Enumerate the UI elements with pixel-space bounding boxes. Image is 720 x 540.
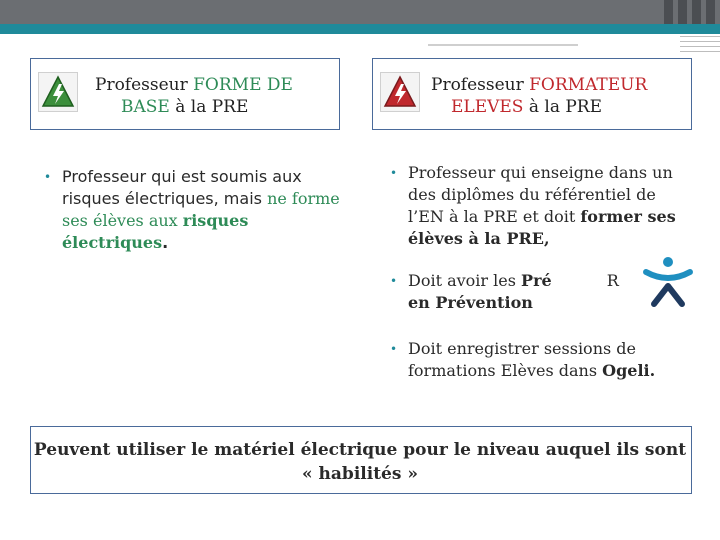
warning-triangle-red-icon [380, 72, 420, 112]
right-bullet-3 [390, 338, 693, 382]
top-bar-segment [678, 0, 687, 24]
left-bullet-accent-2: risques électriques [62, 211, 249, 252]
left-header-rest: à la PRE [169, 97, 249, 117]
right-bullet-2-bold-1: Pré [521, 271, 552, 290]
bullet-dot-icon: • [390, 166, 398, 180]
left-header-prefix: Professeur [95, 75, 194, 95]
right-bullet-3-bold: Ogeli. [602, 361, 656, 380]
right-header-accent: FORMATEUR [529, 75, 648, 95]
right-header-accent-2: ELEVES [451, 97, 524, 117]
pictogram-person-icon [640, 254, 696, 310]
right-bullet-1-bold: former ses élèves à la PRE, [408, 207, 676, 248]
footer-text: Peuvent utiliser le matériel électrique pour le niveau auquel ils sont « habilités » [33, 440, 687, 484]
left-bullet [44, 166, 340, 254]
left-bullet-end: . [162, 233, 169, 252]
left-header-title [95, 74, 335, 118]
left-header-accent: FORME DE [193, 75, 293, 95]
right-bullet-3-text: Doit enregistrer sessions de formations Elèves dans [408, 339, 636, 380]
warning-triangle-green-icon [38, 72, 78, 112]
teal-band [0, 24, 720, 34]
left-bullet-text: Professeur qui est soumis aux risques électriques, mais [62, 167, 302, 208]
bullet-dot-icon: • [390, 274, 398, 288]
left-bullet-accent-1: ne forme ses élèves aux [62, 189, 340, 230]
bullet-dot-icon: • [390, 342, 398, 356]
corner-lines [680, 34, 720, 54]
left-header-accent-2: BASE [121, 97, 170, 117]
top-bar-segment [664, 0, 673, 24]
top-bar [0, 0, 720, 24]
top-bar-segment [692, 0, 701, 24]
right-bullet-1-text: Professeur qui enseigne dans un des diplômes du référentiel de l’EN à la PRE et doit [408, 163, 673, 226]
right-header-title [431, 74, 686, 118]
right-bullet-2-text: Doit avoir les [408, 271, 522, 290]
decor-line [428, 44, 578, 46]
right-bullet-2-bold-2: en Prévention [408, 293, 533, 312]
bullet-dot-icon: • [44, 170, 52, 184]
right-bullet-1 [390, 162, 693, 250]
right-header-prefix: Professeur [431, 75, 530, 95]
right-header-rest: à la PRE [523, 97, 603, 117]
right-bullet-2-gap: R [606, 271, 619, 290]
top-bar-segment [706, 0, 715, 24]
